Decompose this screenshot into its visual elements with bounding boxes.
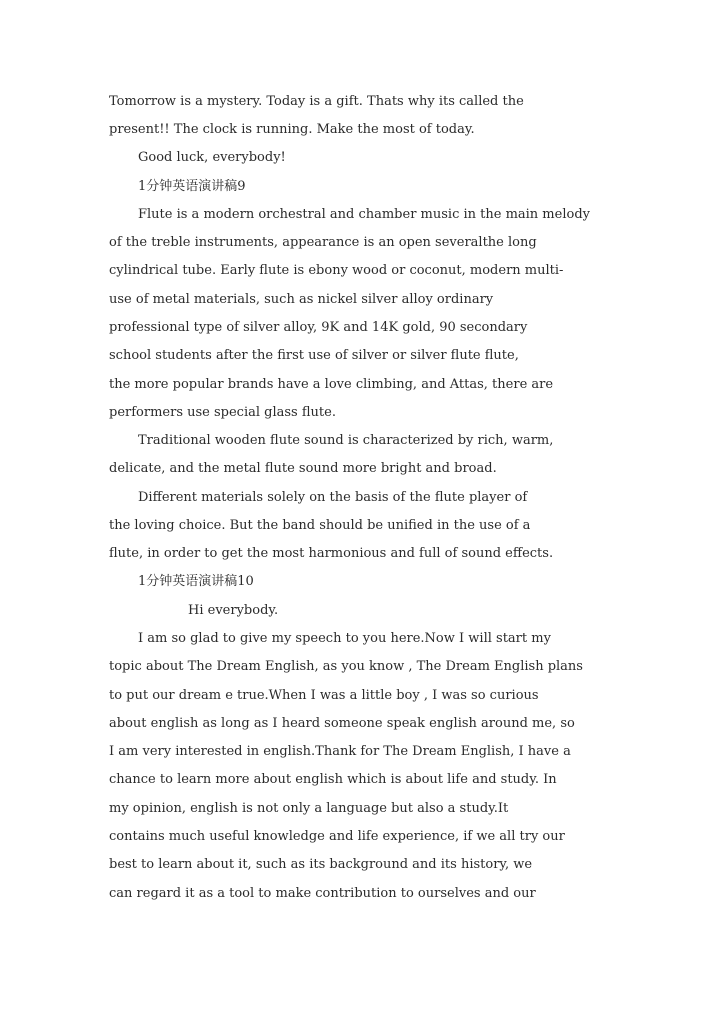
text-line: about english as long as I heard someone speak english around me, so: [109, 716, 575, 731]
text-line: cylindrical tube. Early flute is ebony wood or coconut, modern multi-: [109, 263, 564, 278]
text-line: I am so glad to give my speech to you here.Now I will start my: [138, 631, 551, 646]
section-heading: 1分钟英语演讲稿9: [138, 179, 246, 194]
text-line: my opinion, english is not only a language but also a study.It: [109, 801, 509, 816]
text-line: I am very interested in english.Thank for The Dream English, I have a: [109, 744, 571, 759]
text-line: the more popular brands have a love climbing, and Attas, there are: [109, 377, 554, 392]
text-line: school students after the first use of silver or silver flute flute,: [109, 348, 519, 363]
text-line: Flute is a modern orchestral and chamber music in the main melody: [138, 207, 590, 222]
text-line: to put our dream e true.When I was a little boy , I was so curious: [109, 688, 539, 703]
text-line: flute, in order to get the most harmonious and full of sound effects.: [109, 546, 554, 561]
text-line: delicate, and the metal flute sound more bright and broad.: [109, 461, 497, 476]
section-heading: 1分钟英语演讲稿10: [138, 574, 254, 589]
text-line: the loving choice. But the band should be unified in the use of a: [109, 518, 531, 533]
text-line: topic about The Dream English, as you know , The Dream English plans: [109, 659, 583, 674]
text-line: Hi everybody.: [188, 603, 279, 618]
text-line: of the treble instruments, appearance is an open severalthe long: [109, 235, 537, 250]
text-line: Different materials solely on the basis of the flute player of: [138, 490, 528, 505]
text-line: Traditional wooden flute sound is characterized by rich, warm,: [138, 433, 554, 448]
text-line: performers use special glass flute.: [109, 405, 336, 420]
text-line: can regard it as a tool to make contribution to ourselves and our: [109, 886, 536, 901]
text-line: professional type of silver alloy, 9K and 14K gold, 90 secondary: [109, 320, 528, 335]
text-line: use of metal materials, such as nickel silver alloy ordinary: [109, 292, 494, 307]
text-line: contains much useful knowledge and life experience, if we all try our: [109, 829, 565, 844]
text-line: chance to learn more about english which is about life and study. In: [109, 772, 557, 787]
text-line: Good luck, everybody!: [138, 150, 286, 165]
text-line: present!! The clock is running. Make the most of today.: [109, 122, 475, 137]
text-line: Tomorrow is a mystery. Today is a gift. Thats why its called the: [109, 94, 524, 109]
text-line: best to learn about it, such as its background and its history, we: [109, 857, 533, 872]
